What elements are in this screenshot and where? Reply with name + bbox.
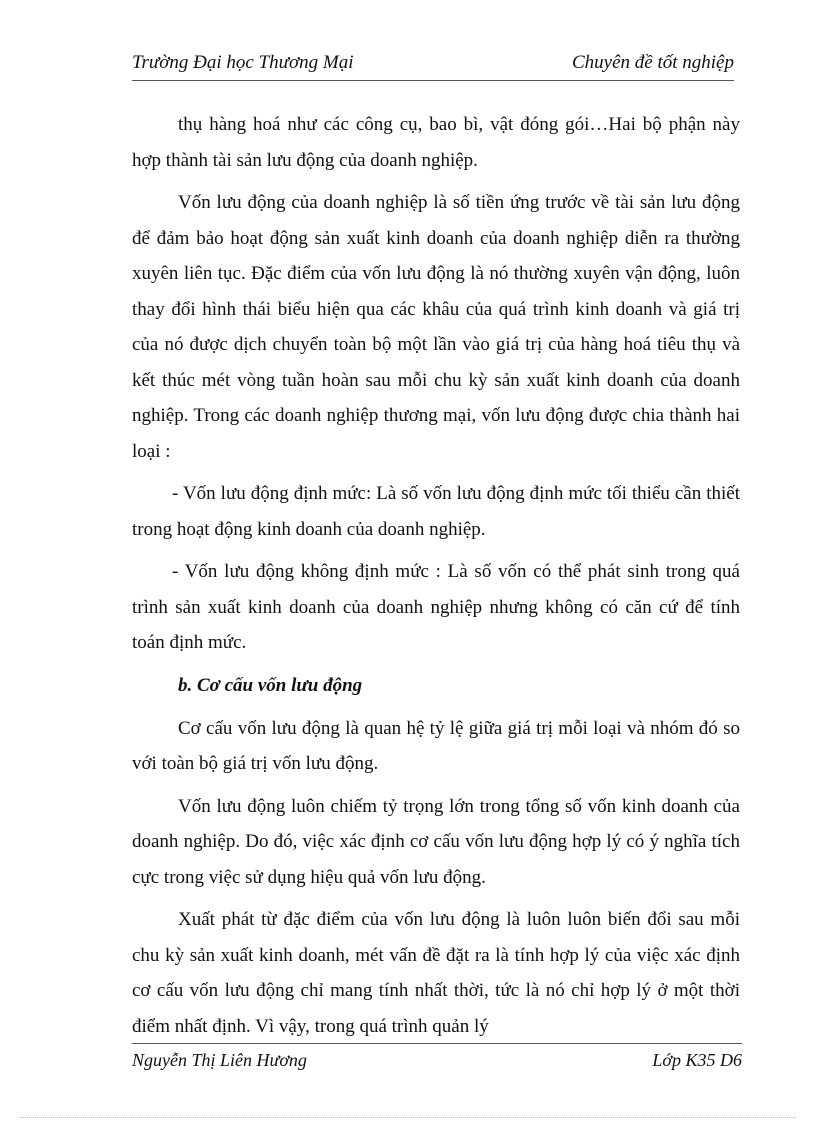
list-item: - Vốn lưu động không định mức : Là số vốn có thể phát sinh trong quá trình sản xuất kinh doanh của doanh nghiệp nhưng không có căn cứ để tính toán định mức. [132, 561, 740, 653]
list-item: - Vốn lưu động định mức: Là số vốn lưu động định mức tối thiểu cần thiết trong hoạt động kinh doanh của doanh nghiệp. [132, 483, 740, 540]
document-body [132, 107, 740, 1051]
paragraph: Vốn lưu động luôn chiếm tỷ trọng lớn trong tổng số vốn kinh doanh của doanh nghiệp. Do đó, việc xác định cơ cấu vốn lưu động hợp lý có ý nghĩa tích cực trong việc sử dụng hiệu quả vốn lưu động. [132, 795, 740, 888]
page-header [132, 50, 734, 81]
paragraph: Vốn lưu động của doanh nghiệp là số tiền ứng trước về tài sản lưu động để đảm bảo hoạt động sản xuất kinh doanh của doanh nghiệp diễn ra thường xuyên liên tục. Đặc điểm của vốn lưu động là nó thường xuyên vận động, luôn thay đổi hình thái biểu hiện qua các khâu của quá trình kinh doanh và giá trị của nó được dịch chuyển toàn bộ một lần vào giá trị của hàng hoá tiêu thụ và kết thúc mét vòng tuần hoàn sau mỗi chu kỳ sản xuất kinh doanh của doanh nghiệp. Trong các doanh nghiệp thương mại, vốn lưu động được chia thành hai loại : [132, 192, 740, 462]
paragraph: Xuất phát từ đặc điểm của vốn lưu động là luôn luôn biến đổi sau mỗi chu kỳ sản xuất kinh doanh, mét vấn đề đặt ra là tính hợp lý của việc xác định cơ cấu vốn lưu động chỉ mang tính nhất thời, tức là nó chỉ hợp lý ở một thời điểm nhất định. Vì vậy, trong quá trình quản lý [132, 909, 740, 1037]
section-heading: b. Cơ cấu vốn lưu động [178, 674, 363, 696]
footer-class: Lớp K35 D6 [652, 1050, 742, 1070]
page-boundary-divider [20, 1117, 796, 1118]
page-footer [132, 1043, 742, 1084]
paragraph: thụ hàng hoá như các công cụ, bao bì, vật đóng gói…Hai bộ phận này hợp thành tài sản lưu động của doanh nghiệp. [132, 114, 740, 171]
header-school: Trường Đại học Thương Mại [132, 52, 354, 73]
footer-author: Nguyễn Thị Liên Hương [132, 1050, 307, 1070]
paragraph: Cơ cấu vốn lưu động là quan hệ tỷ lệ giữa giá trị mỗi loại và nhóm đó so với toàn bộ giá trị vốn lưu động. [132, 717, 740, 774]
header-doc-type: Chuyên đề tốt nghiệp [572, 52, 734, 73]
